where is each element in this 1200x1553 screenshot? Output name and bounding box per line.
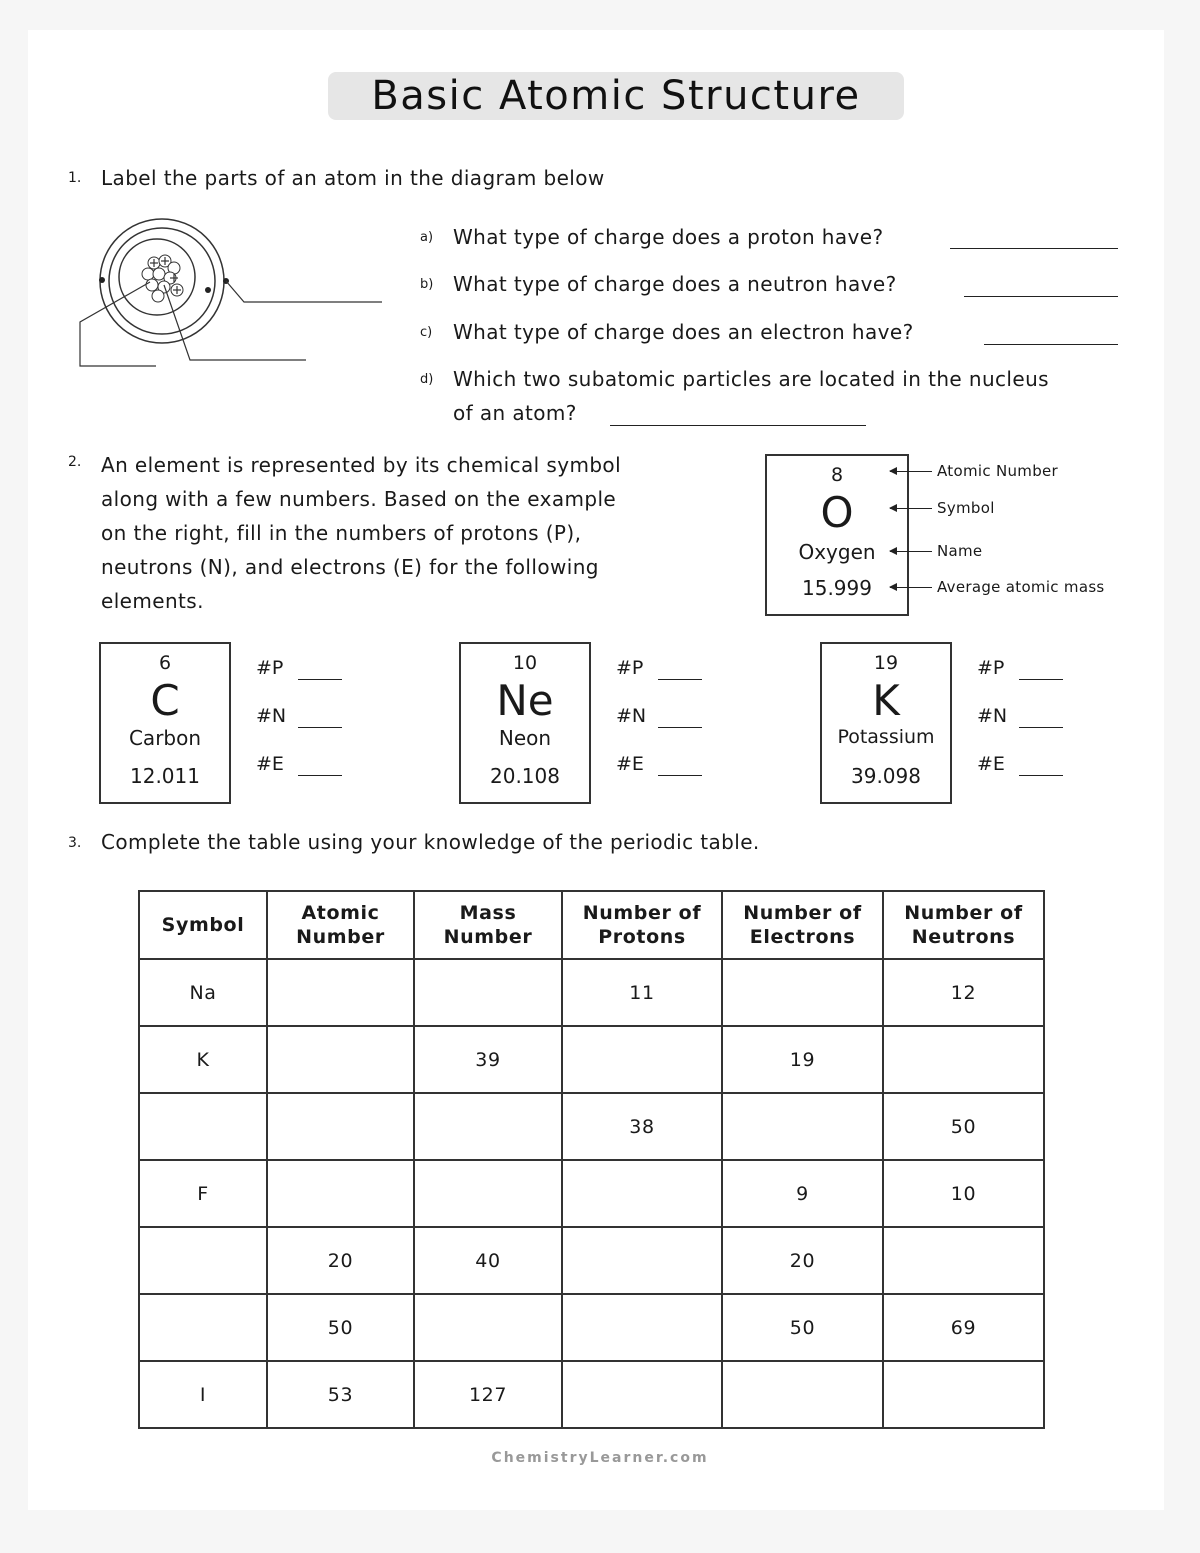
element-box-neon (459, 642, 591, 804)
protons-label: #P (256, 657, 284, 679)
element-symbol: Ne (496, 676, 554, 725)
q1-text: Label the parts of an atom in the diagram below (101, 166, 605, 190)
arrow-left-icon (890, 551, 932, 552)
cell-neutrons[interactable] (883, 1227, 1044, 1294)
electrons-answer-line[interactable] (298, 775, 342, 776)
element-mass: 20.108 (490, 764, 560, 788)
q1a-letter: a) (420, 230, 434, 245)
cell-symbol[interactable]: F (139, 1160, 267, 1227)
electrons-label: #E (977, 753, 1005, 775)
cell-mass-number[interactable] (414, 1093, 562, 1160)
cell-mass-number[interactable]: 39 (414, 1026, 562, 1093)
table-row (139, 1227, 1044, 1294)
element-atomic-number: 10 (512, 652, 538, 674)
q1c-letter: c) (420, 325, 433, 340)
cell-protons[interactable]: 38 (562, 1093, 722, 1160)
label-leader-lines (80, 281, 382, 366)
q1c-answer-line[interactable] (984, 344, 1118, 345)
q3-number: 3. (68, 835, 82, 851)
cell-mass-number[interactable]: 40 (414, 1227, 562, 1294)
protons-label: #P (977, 657, 1005, 679)
cell-electrons[interactable]: 20 (722, 1227, 883, 1294)
q2-instructions (101, 448, 721, 618)
q2-line: elements. (101, 589, 204, 613)
element-atomic-number: 19 (873, 652, 899, 674)
q1d-letter: d) (420, 372, 434, 387)
q1b-answer-line[interactable] (964, 296, 1118, 297)
header-neutrons: Number of Neutrons (883, 891, 1044, 959)
table-header-row (139, 891, 1044, 959)
q2-number: 2. (68, 454, 82, 470)
q2-line: An element is represented by its chemical symbol (101, 453, 622, 477)
arrow-left-icon (890, 508, 932, 509)
protons-answer-line[interactable] (298, 679, 342, 680)
cell-atomic-number[interactable]: 20 (267, 1227, 414, 1294)
cell-mass-number[interactable] (414, 1160, 562, 1227)
q1-number: 1. (68, 170, 82, 186)
q3-text: Complete the table using your knowledge of the periodic table. (101, 830, 760, 854)
cell-electrons[interactable] (722, 1093, 883, 1160)
electrons-answer-line[interactable] (658, 775, 702, 776)
cell-electrons[interactable]: 19 (722, 1026, 883, 1093)
header-electrons: Number of Electrons (722, 891, 883, 959)
table-row (139, 1294, 1044, 1361)
q2-line: on the right, fill in the numbers of protons (P), (101, 521, 582, 545)
element-mass: 12.011 (130, 764, 200, 788)
cell-protons[interactable] (562, 1227, 722, 1294)
cell-atomic-number[interactable]: 50 (267, 1294, 414, 1361)
cell-protons[interactable] (562, 1026, 722, 1093)
cell-symbol[interactable] (139, 1294, 267, 1361)
protons-answer-line[interactable] (658, 679, 702, 680)
neutrons-answer-line[interactable] (298, 727, 342, 728)
table-row (139, 1160, 1044, 1227)
cell-neutrons[interactable]: 69 (883, 1294, 1044, 1361)
table-row (139, 1026, 1044, 1093)
atom-diagram (74, 218, 384, 370)
electrons-answer-line[interactable] (1019, 775, 1063, 776)
cell-symbol[interactable]: Na (139, 959, 267, 1026)
q1d-text-continued: of an atom? (453, 401, 577, 425)
cell-symbol[interactable] (139, 1093, 267, 1160)
protons-answer-line[interactable] (1019, 679, 1063, 680)
cell-neutrons[interactable]: 12 (883, 959, 1044, 1026)
cell-atomic-number[interactable] (267, 1093, 414, 1160)
table-row (139, 1361, 1044, 1428)
cell-neutrons[interactable]: 10 (883, 1160, 1044, 1227)
element-symbol: K (872, 676, 900, 725)
element-name: Potassium (837, 726, 935, 748)
q1c-text: What type of charge does an electron have? (453, 320, 914, 344)
q1b-text: What type of charge does a neutron have? (453, 272, 897, 296)
cell-symbol[interactable] (139, 1227, 267, 1294)
key-name: Name (937, 542, 983, 560)
element-box-potassium (820, 642, 952, 804)
q1a-answer-line[interactable] (950, 248, 1118, 249)
cell-atomic-number[interactable] (267, 1026, 414, 1093)
table-row (139, 1093, 1044, 1160)
cell-mass-number[interactable] (414, 959, 562, 1026)
key-atomic-number: Atomic Number (937, 462, 1059, 480)
q1d-text: Which two subatomic particles are located in the nucleus (453, 367, 1049, 391)
cell-mass-number[interactable] (414, 1294, 562, 1361)
neutrons-answer-line[interactable] (1019, 727, 1063, 728)
example-symbol: O (820, 488, 854, 537)
example-name: Oxygen (798, 540, 876, 564)
cell-electrons[interactable] (722, 1361, 883, 1428)
arrow-left-icon (890, 471, 932, 472)
cell-neutrons[interactable] (883, 1026, 1044, 1093)
neutrons-label: #N (616, 705, 647, 727)
header-atomic-number: Atomic Number (267, 891, 414, 959)
arrow-left-icon (890, 587, 932, 588)
cell-mass-number[interactable]: 127 (414, 1361, 562, 1428)
element-name: Carbon (128, 726, 202, 750)
cell-atomic-number[interactable]: 53 (267, 1361, 414, 1428)
protons-label: #P (616, 657, 644, 679)
cell-electrons[interactable]: 50 (722, 1294, 883, 1361)
neutrons-label: #N (977, 705, 1008, 727)
cell-atomic-number[interactable] (267, 959, 414, 1026)
cell-protons[interactable]: 11 (562, 959, 722, 1026)
header-mass-number: Mass Number (414, 891, 562, 959)
example-element-box (765, 454, 909, 616)
cell-protons[interactable] (562, 1361, 722, 1428)
element-symbol: C (150, 676, 180, 725)
electrons-label: #E (616, 753, 644, 775)
q1b-letter: b) (420, 277, 434, 292)
cell-neutrons[interactable] (883, 1361, 1044, 1428)
q1a-text: What type of charge does a proton have? (453, 225, 884, 249)
worksheet-title: Basic Atomic Structure (328, 72, 904, 120)
header-symbol: Symbol (139, 891, 267, 959)
cell-symbol[interactable]: I (139, 1361, 267, 1428)
q1d-answer-line[interactable] (610, 425, 866, 426)
cell-electrons[interactable]: 9 (722, 1160, 883, 1227)
example-mass: 15.999 (802, 576, 872, 600)
periodic-info-table (138, 890, 1045, 1429)
table-row (139, 959, 1044, 1026)
electrons-label: #E (256, 753, 284, 775)
cell-protons[interactable] (562, 1294, 722, 1361)
element-box-carbon (99, 642, 231, 804)
cell-symbol[interactable]: K (139, 1026, 267, 1093)
cell-neutrons[interactable]: 50 (883, 1093, 1044, 1160)
element-name: Neon (498, 726, 552, 750)
neutrons-answer-line[interactable] (658, 727, 702, 728)
cell-electrons[interactable] (722, 959, 883, 1026)
element-mass: 39.098 (851, 764, 921, 788)
element-atomic-number: 6 (158, 652, 172, 674)
footer-credit: ChemistryLearner.com (491, 1450, 709, 1466)
example-atomic-number: 8 (830, 464, 844, 486)
cell-atomic-number[interactable] (267, 1160, 414, 1227)
q2-line: along with a few numbers. Based on the example (101, 487, 617, 511)
neutrons-label: #N (256, 705, 287, 727)
key-mass: Average atomic mass (937, 578, 1105, 596)
q2-line: neutrons (N), and electrons (E) for the following (101, 555, 599, 579)
cell-protons[interactable] (562, 1160, 722, 1227)
header-protons: Number of Protons (562, 891, 722, 959)
key-symbol: Symbol (937, 499, 995, 517)
